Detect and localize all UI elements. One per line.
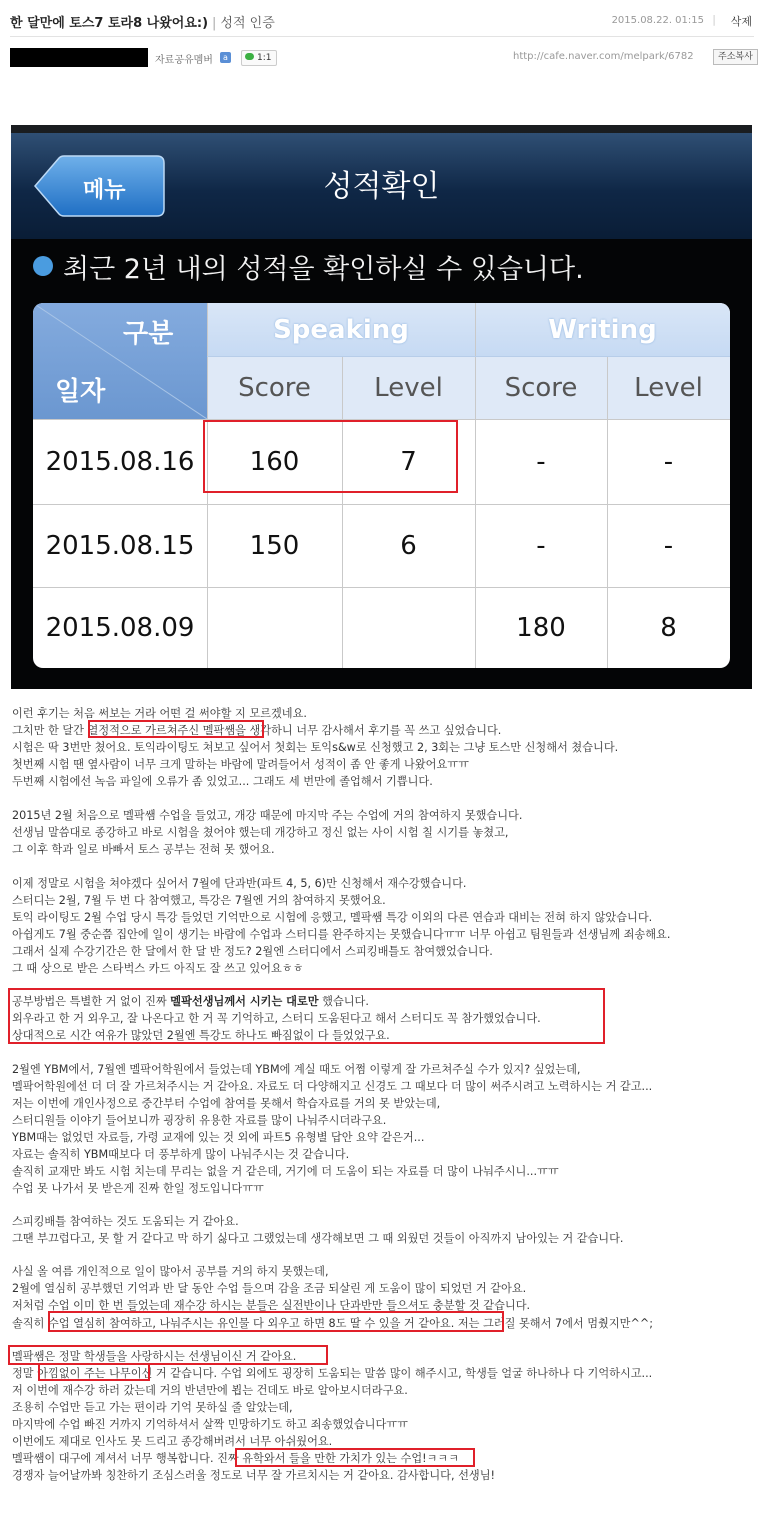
score-highlight-box [203, 420, 458, 493]
body-line: 두번째 시험에선 녹음 파일에 오류가 좀 있었고... 그래도 세 번만에 졸업해서 기쁩니다. [12, 775, 433, 788]
text-span: 저는 그러질 못해서 7에서 멈췄지만^^; [454, 1317, 653, 1330]
row3-speaking-score [207, 587, 342, 668]
row1-speaking-score: 160 [249, 446, 300, 477]
body-line: 마지막에 수업 빠진 거까지 기억하셔서 살짝 민망하기도 하고 죄송했었습니다ㅠㅠ [12, 1418, 408, 1431]
highlighted-phrase: 아낌없이 주는 나무 [37, 1367, 131, 1380]
body-line: 스터디원들 이야기 들어보니까 굉장히 유용한 자료를 많이 나눠주시더라구요. [12, 1114, 387, 1127]
text-span: 공부방법은 특별한 거 없이 진짜 [12, 995, 171, 1008]
body-line: 그 때 상으로 받은 스타벅스 카드 아직도 잘 쓰고 있어요ㅎㅎ [12, 962, 304, 975]
body-line: 시험은 딱 3번만 쳤어요. 토익라이팅도 쳐보고 싶어서 첫회는 토익s&w로 신청했고 2, 3회는 그냥 토스만 신청해서 쳤습니다. [12, 741, 619, 754]
highlight-box [38, 1363, 150, 1381]
text-span: 멜팍쌤이 대구에 계셔서 너무 행복합니다. [12, 1452, 218, 1465]
row2-speaking-score: 150 [249, 530, 300, 561]
body-line: 스터디는 2월, 7월 두 번 다 참여했고, 특강은 7월엔 거의 참여하지 못했어요. [12, 894, 386, 907]
body-line: 상대적으로 시간 여유가 많았던 2월엔 특강도 하나도 빠짐없이 다 들었었구요. [12, 1029, 390, 1042]
row2-writing-score: - [536, 530, 546, 561]
row3-speaking-level [342, 587, 475, 668]
body-line: 사실 올 여름 개인적으로 일이 많아서 공부를 거의 하지 못했는데, [12, 1265, 329, 1278]
row1-writing-level: - [663, 446, 674, 477]
body-line: 멜팍어학원에선 더 더 잘 가르쳐주시는 거 같아요. 자료도 더 다양해지고 신경도 그 때보다 더 많이 써주시려고 노력하시는 거 같고... [12, 1080, 653, 1093]
post-date: 2015.08.22. 01:15 [611, 15, 704, 26]
body-line: 그땐 부끄럽다고, 못 할 거 같다고 막 하기 싫다고 그랬었는데 생각해보면 그 때 외웠던 것들이 아직까지 남아있는 거 같습니다. [12, 1232, 624, 1245]
body-line: 토익 라이팅도 2월 수업 당시 특강 들었던 기억만으로 시험에 응했고, 멜팍쌤 특강 이외의 다른 연습과 대비는 전혀 하지 않았습니다. [12, 911, 653, 924]
title-separator: | [212, 16, 217, 31]
body-line: 이제 정말로 시험을 쳐야겠다 싶어서 7월에 단과반(파트 4, 5, 6)만 신청해서 재수강했습니다. [12, 877, 467, 890]
row2-speaking-level: 6 [400, 530, 417, 561]
grid-line [207, 356, 730, 357]
body-line: 조용히 수업만 듣고 가는 편이라 기억 못하실 줄 알았는데, [12, 1401, 293, 1414]
highlighted-phrase: 수업 열심히 참여하고, 나눠주시는 유인물 다 외우고 하면 8도 딸 수 있을 거 같아요. [47, 1317, 455, 1330]
post-header [0, 0, 764, 82]
highlighted-phrase: 진짜 유학와서 들을 만한 가치가 있는 수업! [217, 1452, 427, 1465]
corner-bottom-label: 일자 [55, 377, 106, 407]
row3-writing-score: 180 [516, 612, 566, 643]
highlight-box [8, 988, 605, 1044]
body-line: 그래서 실제 수강기간은 한 달에서 한 달 반 정도? 2월엔 스터디에서 스피킹배틀도 참여했었습니다. [12, 945, 493, 958]
body-line: 선생님 말씀대로 종강하고 바로 시험을 쳤어야 했는데 개강하고 정신 없는 사이 시험 칠 시기를 놓쳤고, [12, 826, 509, 839]
body-line: 2월엔 YBM에서, 7월엔 멜팍어학원에서 들었는데 YBM에 계실 때도 어쩜 이렇게 잘 가르쳐주실 수가 있지? 싶었는데, [12, 1063, 581, 1076]
speaking-header: Speaking [207, 303, 475, 356]
speaking-level-header: Level [342, 356, 475, 419]
post-title-text: 한 달만에 토스7 토라8 나왔어요:) [10, 16, 209, 31]
text-span: ㅋㅋㅋ [426, 1452, 460, 1465]
speaking-score-header: Score [207, 356, 342, 419]
author-grade: 자료공유멤버 [155, 55, 213, 66]
notice-text: 최근 2년 내의 성적을 확인하실 수 있습니다. [63, 254, 584, 285]
row2-writing-level: - [663, 530, 674, 561]
body-line: YBM때는 없었던 자료들, 가령 교재에 있는 것 외에 파트5 유형별 답안 요약 같은거... [12, 1131, 425, 1144]
menu-label: 메뉴 [83, 178, 126, 203]
body-line: 2월에 열심히 공부했던 기억과 반 달 동안 수업 들으며 감을 조금 되살린 게 도움이 많이 되었던 거 같아요. [12, 1282, 527, 1295]
post-category-link[interactable]: 성적 인증 [220, 16, 275, 31]
highlighted-phrase: 열정적으로 가르쳐주신 멜팍쌤 [87, 724, 236, 737]
highlight-box [8, 1345, 328, 1365]
body-line: 자료는 솔직히 YBM때보다 더 풍부하게 많이 나눠주시는 것 같습니다. [12, 1148, 350, 1161]
highlight-box [88, 720, 264, 738]
row2-date: 2015.08.15 [45, 530, 195, 561]
copy-url-button[interactable]: 주소복사 [713, 49, 758, 65]
body-line: 저는 이번에 개인사정으로 중간부터 수업에 참여를 못해서 학습자료를 거의 못 받았는데, [12, 1097, 441, 1110]
body-line: 첫번째 시험 땐 옆사람이 너무 크게 말하는 바람에 말려들어서 성적이 좀 안 좋게 나왔어요ㅠㅠ [12, 758, 469, 771]
score-titlebar [11, 133, 752, 239]
text-span: 그치만 한 달간 [12, 724, 88, 737]
body-line: 그 이후 학과 일로 바빠서 토스 공부는 전혀 못 했어요. [12, 843, 275, 856]
body-line: 멜팍쌤은 정말 학생들을 사랑하시는 선생님이신 거 같아요. [12, 1350, 297, 1363]
corner-top-label: 구분 [123, 319, 174, 349]
row1-writing-score: - [536, 446, 546, 477]
body-line: 솔직히 교재만 봐도 시험 치는데 무리는 없을 거 같은데, 거기에 더 도움이 되는 자료를 더 많이 나눠주시니...ㅠㅠ [12, 1165, 559, 1178]
status-strip [11, 125, 752, 133]
text-span: 솔직히 [12, 1317, 48, 1330]
row3-writing-level: 8 [660, 612, 677, 643]
body-line: 스피킹배틀 참여하는 것도 도움되는 거 같아요. [12, 1215, 239, 1228]
writing-header: Writing [475, 303, 730, 356]
delete-button[interactable]: 삭제 [730, 15, 752, 28]
text-span: 이신 거 같습니다. 수업 외에도 굉장히 도움되는 말씀 많이 해주시고, 학생들 얼굴 하나하나 다 기억하시고... [130, 1367, 653, 1380]
header-divider [10, 36, 754, 37]
row1-speaking-level: 7 [400, 446, 417, 477]
body-line: 이번에도 제대로 인사도 못 드리고 종강해버려서 너무 아쉬웠어요. [12, 1435, 333, 1448]
text-span: 을 생각하니 너무 감사해서 후기를 꼭 쓰고 싶었습니다. [235, 724, 502, 737]
text-span: 정말 [12, 1367, 38, 1380]
body-line: 아쉽게도 7월 중순쯤 집안에 일이 생기는 바람에 수업과 스터디를 완주하지는 못했습니다ㅠㅠ 너무 아쉽고 팀원들과 선생님께 죄송해요. [12, 928, 671, 941]
post-title [10, 12, 275, 31]
chat-label: 1:1 [257, 53, 272, 63]
score-screenshot [11, 125, 752, 689]
bullet-dot-icon [33, 256, 53, 276]
body-line: 경쟁자 늘어날까봐 칭찬하기 조심스러울 정도로 너무 잘 가르치시는 거 같아요. 감사합니다, 선생님! [12, 1469, 496, 1482]
row1-date: 2015.08.16 [45, 446, 195, 477]
body-line: 저처럼 수업 이미 한 번 들었는데 재수강 하시는 분들은 실전반이나 단과반만 들으셔도 충분할 것 같습니다. [12, 1299, 531, 1312]
score-heading: 성적확인 [323, 169, 440, 204]
meta-separator: | [712, 13, 716, 26]
body-line: 2015년 2월 처음으로 멜팍쌤 수업을 들었고, 개강 때문에 마지막 주는 수업에 거의 참여하지 못했습니다. [12, 809, 523, 822]
highlight-box [235, 1448, 475, 1467]
body-line: 저 이번에 재수강 하러 갔는데 거의 반년만에 뵙는 건데도 바로 알아보시더라구요. [12, 1384, 408, 1397]
highlight-box [48, 1311, 504, 1332]
writing-level-header: Level [607, 356, 730, 419]
chat-bubble-icon [245, 53, 254, 60]
author-name-redacted[interactable] [10, 48, 148, 67]
post-url[interactable]: http://cafe.naver.com/melpark/6782 [513, 51, 694, 62]
chat-button[interactable] [241, 50, 277, 66]
corner-header [33, 303, 207, 419]
bold-phrase: 멜팍선생님께서 시키는 대로만 [170, 995, 319, 1008]
text-span: 했습니다. [318, 995, 369, 1008]
row3-date: 2015.08.09 [45, 612, 195, 643]
writing-score-header: Score [475, 356, 607, 419]
body-line: 외우라고 한 거 외우고, 잘 나온다고 한 거 꼭 기억하고, 스터디 도움된다고 해서 스터디도 꼭 참가했었습니다. [12, 1012, 541, 1025]
body-line: 수업 못 나가서 못 받은게 진짜 한일 정도입니다ㅠㅠ [12, 1182, 264, 1195]
member-grade-icon: a [220, 52, 231, 63]
body-line: 이런 후기는 처음 써보는 거라 어떤 걸 써야할 지 모르겠네요. [12, 707, 307, 720]
